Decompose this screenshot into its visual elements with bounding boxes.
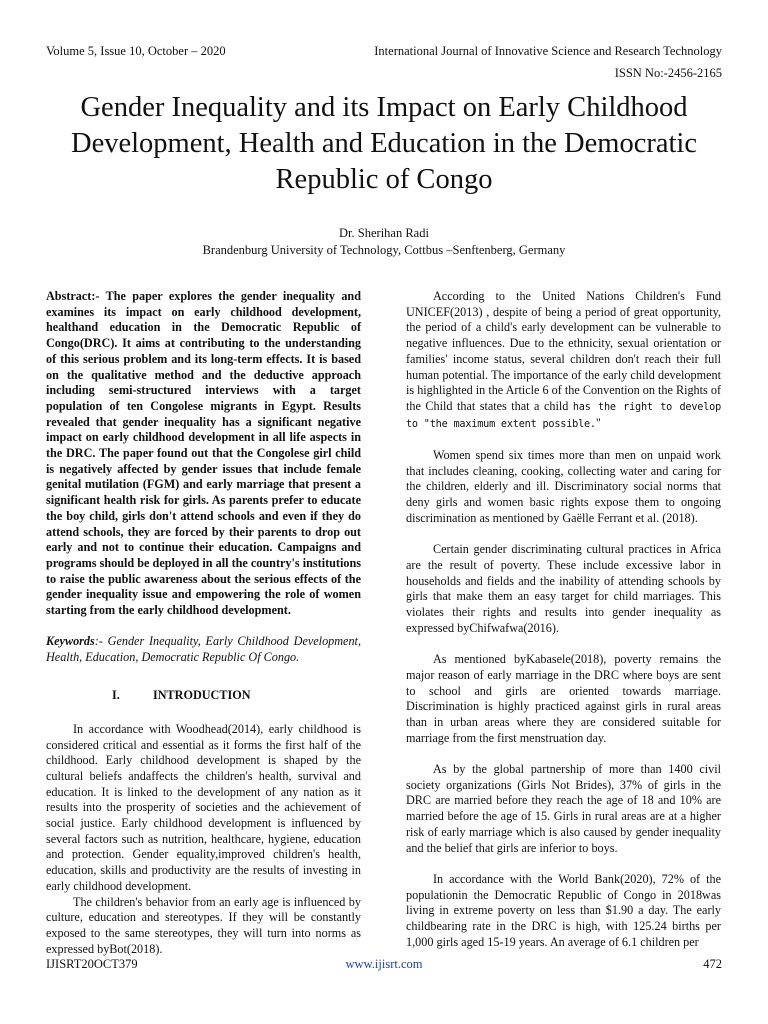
body-paragraph: As mentioned byKabasele(2018), poverty remains the major reason of early marriage in the DRC where boys are sent to school and girls are oriented towards marriage. Discrimination is highly practiced against girls in rural areas than in urban areas where they are considered suitable for marriage from the first menstruation day.	[406, 652, 721, 745]
paper-code: IJISRT20OCT379	[46, 957, 138, 971]
volume-issue: Volume 5, Issue 10, October – 2020	[46, 44, 226, 58]
keywords	[46, 634, 361, 665]
page-number: 472	[703, 957, 722, 971]
body-paragraph	[406, 289, 721, 432]
body-paragraph: In accordance with the World Bank(2020), 72% of the populationin the Democratic Republic of Congo in 2018was living in extreme poverty on less than $1.90 a day. The early childbearing rate in the DRC is high, with 125.24 births per 1,000 girls aged 15-19 years. An average of 6.1 children per	[406, 871, 721, 949]
right-column	[406, 289, 721, 950]
issn: ISSN No:-2456-2165	[614, 66, 722, 80]
paper-title	[30, 90, 738, 198]
quoted-text: has the right to develop to "the maximum extent possible.	[406, 401, 722, 430]
keywords-label: Keywords	[46, 634, 95, 649]
body-paragraph: Certain gender discriminating cultural practices in Africa are the result of poverty. These include excessive labor in households and fields and the inability of attending schools by girls that make them an easy target for child marriages. This violates their rights and results into gender inequality as expressed byChifwafwa(2016).	[406, 542, 721, 635]
body-paragraph: As by the global partnership of more than 1400 civil society organizations (Girls Not Brides), 37% of girls in the DRC are married before they reach the age of 18 and 10% are married before the age of 15. Girls in rural areas are at a higher risk of early marriage which is also caused by gender inequality and the belief that girls are inferior to boys.	[406, 762, 721, 855]
keywords-text: :- Gender Inequality, Early Childhood Development, Health, Education, Democratic Republic Of Congo.	[46, 634, 361, 665]
paragraph-text: According to the United Nations Children's Fund UNICEF(2013) , despite of being a period of great opportunity, the period of a child's early development can be vulnerable to negative influences. Due to the ethnicity, sexual orientation or families' income status, several children don't reach their full human potential. The importance of the early child development is highlighted in the Article 6 of the Convention on the Rights of the Child that states that a child	[406, 289, 721, 413]
abstract: Abstract:- The paper explores the gender inequality and examines its impact on early childhood development, healthand education in the Democratic Republic of Congo(DRC). It aims at contributing to the understanding of this serious problem and its long-term effects. It is based on the qualitative method and the deductive approach including semi-structured interviews with a target population of ten Congolese migrants in Egypt. Results revealed that gender inequality has a significant negative impact on early childhood development in all life aspects in the DRC. The paper found out that the Congolese girl child is negatively affected by gender issues that include female genital mutilation (FGM) and early marriage that present a significant health risk for girls. As parents prefer to educate the boy child, girls don't attend schools and even if they do attend schools, they are forced by their parents to drop out early and not to continue their education. Campaigns and programs should be deployed in all the country's institutions to raise the public awareness about the serious effects of the gender inequality issue and empowering the role of women starting from the early childhood development.	[46, 289, 361, 618]
section-title: INTRODUCTION	[153, 687, 251, 702]
closing-quote: "	[595, 415, 601, 430]
section-number: I.	[112, 687, 120, 702]
body-paragraph: Women spend six times more than men on unpaid work that includes cleaning, cooking, collecting water and caring for the children, elderly and ill. Discriminatory social norms that deny girls and women basic rights expose them to ongoing discrimination as mentioned by Gaëlle Ferrant et al. (2018).	[406, 448, 721, 525]
title-line: Republic of Congo	[275, 164, 493, 195]
intro-paragraph: In accordance with Woodhead(2014), early childhood is considered critical and essential as it forms the first half of the childhood. Early childhood development is shaped by the cultural beliefs andaffects the children's health, survival and education. It is linked to the development of any nation as it results into the prosperity of societies and the achievement of social justice. Early childhood development is influenced by several factors such as nutrition, healthcare, hygiene, education and protection. Gender equality,improved children's health, education, skills and productivity are the results of investing in early childhood development.	[46, 721, 361, 893]
journal-website-link[interactable]: www.ijisrt.com	[345, 957, 423, 971]
title-line: Development, Health and Education in the Democratic	[71, 128, 697, 159]
journal-name: International Journal of Innovative Science and Research Technology	[374, 44, 722, 58]
intro-paragraph: The children's behavior from an early age is influenced by culture, education and stereotypes. If they will be constantly exposed to the same stereotypes, they will turn into norms as expressed byBot(2018).	[46, 894, 361, 956]
title-line: Gender Inequality and its Impact on Early Childhood	[80, 92, 688, 123]
author-name: Dr. Sherihan Radi	[339, 226, 429, 240]
section-heading	[46, 688, 361, 704]
author-affiliation: Brandenburg University of Technology, Cottbus –Senftenberg, Germany	[202, 243, 566, 257]
left-column	[46, 289, 361, 957]
